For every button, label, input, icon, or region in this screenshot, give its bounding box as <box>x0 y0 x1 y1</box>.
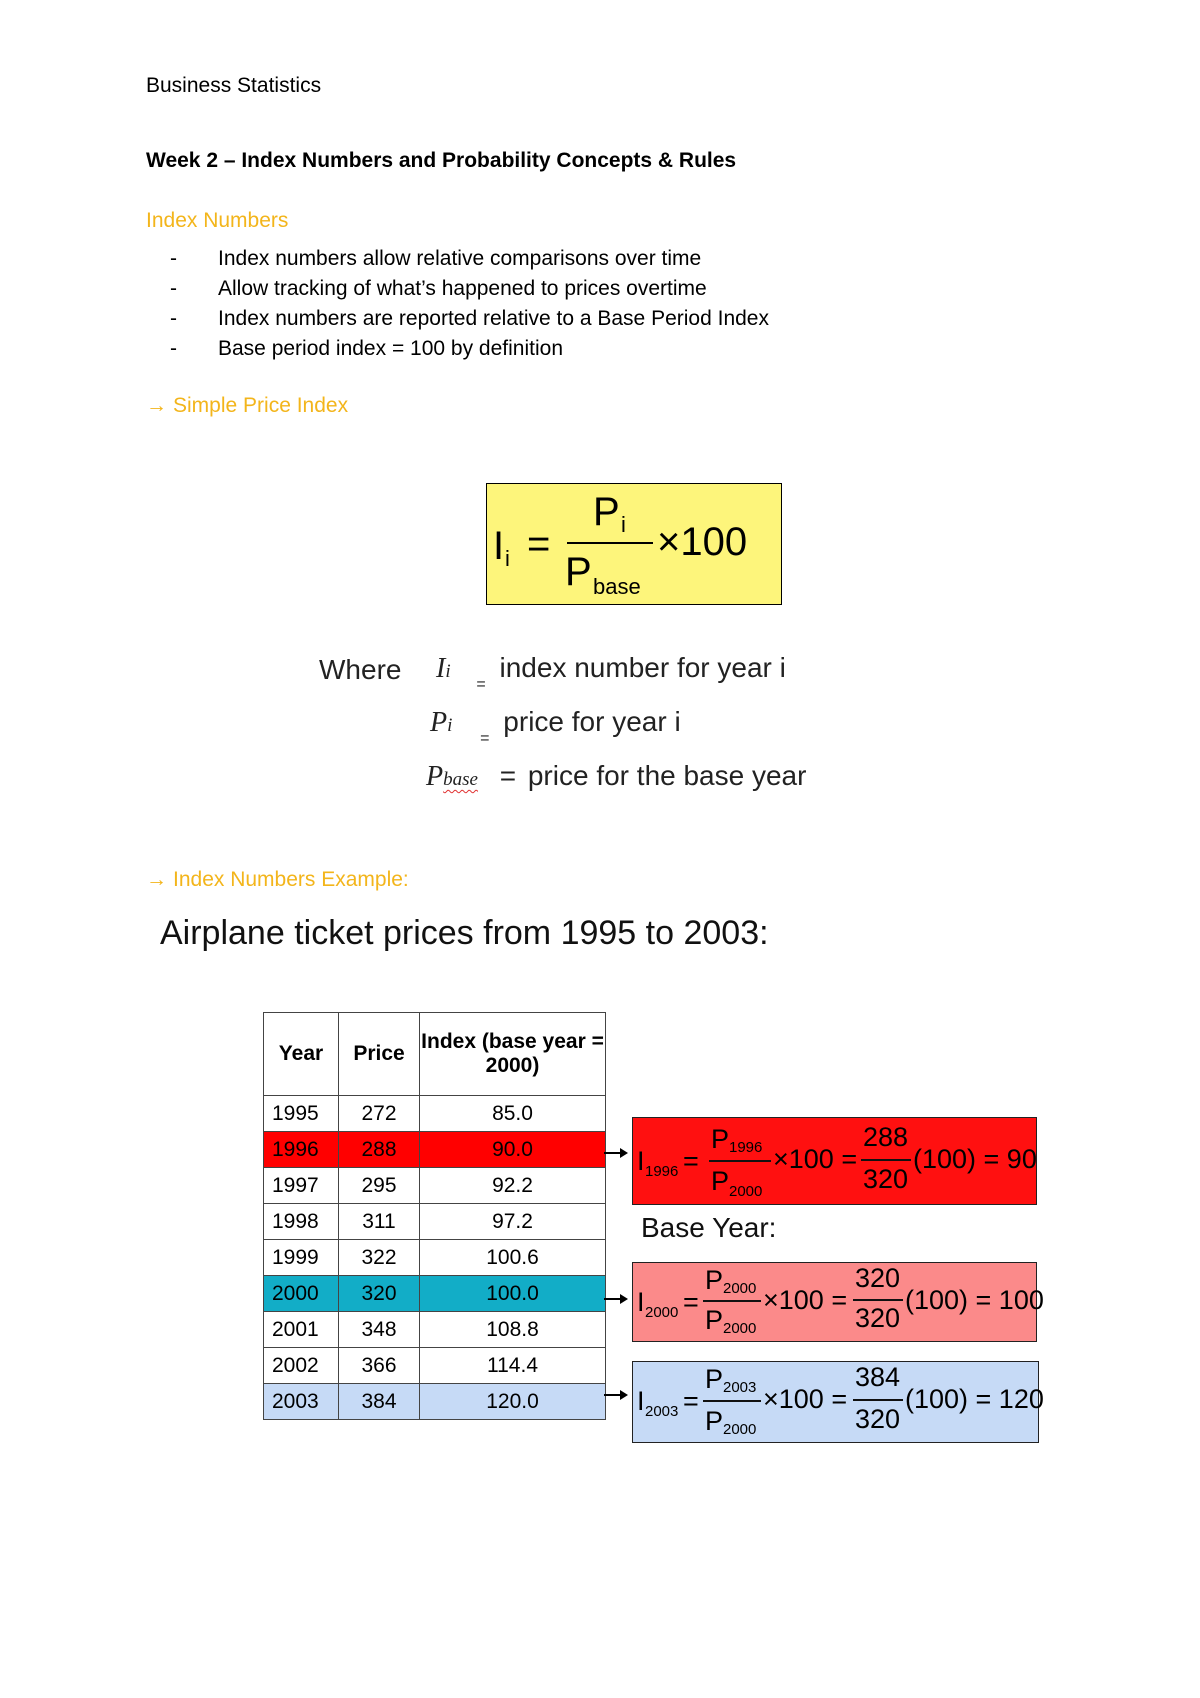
formula-denominator-sub: base <box>593 574 641 599</box>
calc-times: ×100 = <box>763 1285 848 1315</box>
index-cell: 92.2 <box>420 1168 606 1204</box>
heading-text: Simple Price Index <box>173 394 349 417</box>
calc-fraction-numerator: 288 <box>863 1122 909 1152</box>
calc-denominator: P <box>711 1166 730 1196</box>
calculation-2000 <box>632 1262 1044 1342</box>
arrow-pointer-icon <box>604 1152 626 1154</box>
definition-variable-sub: base <box>443 769 478 790</box>
calc-numerator-sub: 2000 <box>723 1280 757 1297</box>
right-arrow-icon: → <box>146 394 167 417</box>
price-cell: 320 <box>339 1276 420 1312</box>
formula-numerator-sub: i <box>621 512 626 537</box>
table-row <box>264 1312 606 1348</box>
arrow-pointer-icon <box>604 1394 626 1396</box>
price-cell: 384 <box>339 1384 420 1420</box>
definition-equals: = <box>480 730 490 747</box>
table-row <box>264 1168 606 1204</box>
price-cell: 288 <box>339 1132 420 1168</box>
calc-result: (100) = 100 <box>905 1285 1044 1315</box>
document-header: Business Statistics <box>146 74 322 97</box>
definition-variable-sub: i <box>445 661 451 682</box>
calc-equals: = <box>683 1146 699 1176</box>
year-cell: 2002 <box>264 1348 339 1384</box>
table-row-highlighted <box>264 1132 606 1168</box>
calc-equals: = <box>683 1386 699 1416</box>
calc-numerator-sub: 1996 <box>729 1139 763 1156</box>
column-header-price: Price <box>339 1013 420 1096</box>
section-heading-simple-price-index <box>146 394 348 418</box>
bullet-marker: - <box>170 337 177 360</box>
calc-result: (100) = 120 <box>905 1384 1044 1414</box>
index-cell: 100.6 <box>420 1240 606 1276</box>
calc-fraction-numerator: 320 <box>855 1263 901 1293</box>
column-header-year: Year <box>264 1013 339 1096</box>
heading-text: Index Numbers Example: <box>173 868 409 891</box>
definition-row <box>430 706 681 748</box>
definition-row <box>436 652 786 694</box>
calc-denominator-sub: 2000 <box>723 1421 757 1438</box>
fraction-bar <box>853 1399 903 1401</box>
bullet-marker: - <box>170 307 177 330</box>
table-row <box>264 1096 606 1132</box>
table-row-base-year <box>264 1276 606 1312</box>
bullet-marker: - <box>170 277 177 300</box>
calc-denominator-sub: 2000 <box>729 1183 763 1200</box>
definition-variable: P <box>430 707 448 738</box>
fraction-bar <box>853 1299 903 1301</box>
year-cell: 1999 <box>264 1240 339 1276</box>
definition-text: price for year i <box>503 706 681 737</box>
year-cell: 1996 <box>264 1132 339 1168</box>
fraction-bar <box>703 1400 761 1402</box>
calc-lhs-sub: 2003 <box>645 1403 679 1420</box>
table-row-highlighted <box>264 1384 606 1420</box>
price-cell: 322 <box>339 1240 420 1276</box>
definition-variable: I <box>436 653 446 684</box>
bullet-text: Base period index = 100 by definition <box>218 337 563 360</box>
index-cell: 85.0 <box>420 1096 606 1132</box>
column-header-index: Index (base year = 2000) <box>420 1013 606 1096</box>
calc-denominator: P <box>705 1406 724 1436</box>
calc-result: (100) = 90 <box>913 1144 1037 1174</box>
formula-equals: = <box>527 522 551 566</box>
price-cell: 366 <box>339 1348 420 1384</box>
calc-lhs-sub: 2000 <box>645 1304 679 1321</box>
calc-lhs: I <box>637 1146 645 1176</box>
year-cell: 1997 <box>264 1168 339 1204</box>
price-cell: 348 <box>339 1312 420 1348</box>
index-numbers-bullet-list <box>170 244 769 364</box>
definition-text: price for the base year <box>527 760 807 791</box>
table-header-row <box>264 1013 606 1096</box>
table-row <box>264 1348 606 1384</box>
simple-price-index-formula <box>486 483 782 605</box>
page-title: Week 2 – Index Numbers and Probability Concepts & Rules <box>146 149 737 172</box>
formula-times-100: ×100 <box>657 520 748 564</box>
index-cell: 100.0 <box>420 1276 606 1312</box>
bullet-text: Index numbers are reported relative to a Base Period Index <box>218 307 769 330</box>
formula-numerator: P <box>593 490 620 534</box>
index-cell: 108.8 <box>420 1312 606 1348</box>
definition-equals: = <box>499 760 517 791</box>
section-heading-index-numbers-example <box>146 868 409 892</box>
calc-lhs: I <box>637 1287 645 1317</box>
definition-text: index number for year i <box>499 652 786 683</box>
fraction-bar <box>861 1159 911 1161</box>
calculation-2003 <box>632 1361 1044 1443</box>
calculation-1996 <box>632 1117 1037 1205</box>
calc-lhs-sub: 1996 <box>645 1163 679 1180</box>
price-cell: 295 <box>339 1168 420 1204</box>
index-table <box>263 1012 606 1420</box>
index-cell: 97.2 <box>420 1204 606 1240</box>
calc-equals: = <box>683 1287 699 1317</box>
arrow-pointer-icon <box>604 1298 626 1300</box>
bullet-text: Index numbers allow relative comparisons over time <box>218 247 702 270</box>
year-cell: 2003 <box>264 1384 339 1420</box>
definition-row <box>426 760 806 793</box>
calc-numerator: P <box>705 1265 724 1295</box>
base-year-label: Base Year: <box>641 1212 777 1243</box>
year-cell: 2001 <box>264 1312 339 1348</box>
list-item <box>170 304 769 334</box>
bullet-text: Allow tracking of what’s happened to prices overtime <box>218 277 707 300</box>
definition-equals: = <box>476 676 486 693</box>
year-cell: 1998 <box>264 1204 339 1240</box>
definition-variable-sub: i <box>447 715 453 736</box>
table-row <box>264 1240 606 1276</box>
calc-fraction-denominator: 320 <box>855 1404 901 1434</box>
formula-denominator: P <box>565 550 592 594</box>
formula-lhs-sub: i <box>505 546 510 571</box>
calc-fraction-denominator: 320 <box>863 1164 909 1194</box>
list-item <box>170 274 769 304</box>
formula-lhs: I <box>493 524 505 568</box>
calc-denominator: P <box>705 1305 724 1335</box>
where-label: Where <box>319 654 402 685</box>
calc-numerator: P <box>705 1364 724 1394</box>
price-cell: 311 <box>339 1204 420 1240</box>
calc-numerator: P <box>711 1124 730 1154</box>
index-cell: 114.4 <box>420 1348 606 1384</box>
calc-denominator-sub: 2000 <box>723 1320 757 1337</box>
index-cell: 90.0 <box>420 1132 606 1168</box>
list-item <box>170 244 769 274</box>
calc-fraction-numerator: 384 <box>855 1362 901 1392</box>
table-row <box>264 1204 606 1240</box>
definition-variable: P <box>426 761 444 792</box>
calc-times: ×100 = <box>763 1384 848 1414</box>
year-cell: 1995 <box>264 1096 339 1132</box>
example-title: Airplane ticket prices from 1995 to 2003: <box>160 914 769 952</box>
right-arrow-icon: → <box>146 868 167 891</box>
bullet-marker: - <box>170 247 177 270</box>
fraction-bar <box>703 1300 761 1302</box>
list-item <box>170 334 769 364</box>
price-cell: 272 <box>339 1096 420 1132</box>
year-cell: 2000 <box>264 1276 339 1312</box>
calc-fraction-denominator: 320 <box>855 1303 901 1333</box>
index-cell: 120.0 <box>420 1384 606 1420</box>
calc-numerator-sub: 2003 <box>723 1379 757 1396</box>
calc-times: ×100 = <box>773 1144 858 1174</box>
fraction-bar <box>709 1160 771 1162</box>
calc-lhs: I <box>637 1386 645 1416</box>
section-heading-index-numbers: Index Numbers <box>146 209 289 232</box>
fraction-bar <box>567 542 653 544</box>
